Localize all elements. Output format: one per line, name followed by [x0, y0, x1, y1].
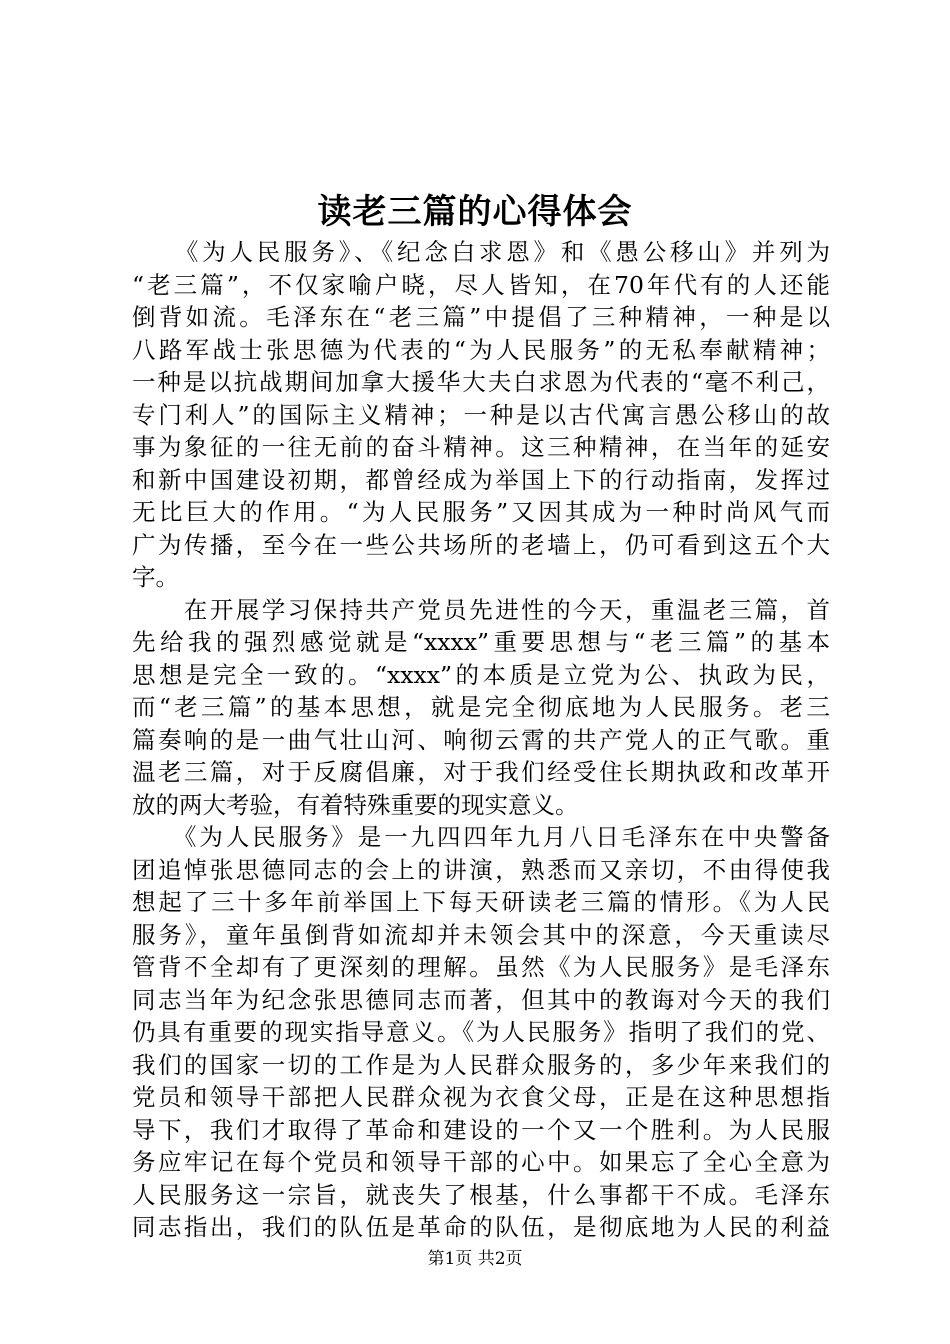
text-line: 同志当年为纪念张思德同志而著，但其中的教诲对今天的我们 [132, 985, 830, 1014]
text-line: 人民服务这一宗旨，就丧失了根基，什么事都干不成。毛泽东 [132, 1180, 830, 1209]
text-line: 无比巨大的作用。“为人民服务”又因其成为一种时尚风气而 [132, 498, 830, 526]
text-line: 务应牢记在每个党员和领导干部的心中。如果忘了全心全意为 [132, 1148, 830, 1176]
text-line: 广为传播，至今在一些公共场所的老墙上，仍可看到这五个大 [132, 530, 830, 559]
page-footer: 第1页 共2页 [427, 1249, 523, 1269]
text-line: 字。 [132, 563, 179, 591]
text-line: 温老三篇，对于反腐倡廉，对于我们经受住长期执政和改革开 [132, 758, 830, 786]
text-line: 党员和领导干部把人民群众视为衣食父母，正是在这种思想指 [132, 1083, 830, 1111]
text-line: 专门利人”的国际主义精神；一种是以古代寓言愚公移山的故 [132, 400, 830, 429]
text-line: 放的两大考验，有着特殊重要的现实意义。 [132, 790, 579, 819]
text-line: 服务》，童年虽倒背如流却并未领会其中的深意，今天重读尽 [132, 920, 830, 949]
text-line: 倒背如流。毛泽东在“老三篇”中提倡了三种精神，一种是以 [132, 303, 830, 331]
text-line: 同志指出，我们的队伍是革命的队伍，是彻底地为人民的利益 [132, 1213, 830, 1241]
text-line: 《为人民服务》、《纪念白求恩》和《愚公移山》并列为 [132, 238, 830, 266]
text-line: 先给我的强烈感觉就是“xxxx”重要思想与“老三篇”的基本 [132, 628, 830, 656]
document-body [132, 236, 830, 1244]
text-line: 而“老三篇”的基本思想，就是完全彻底地为人民服务。老三 [132, 693, 830, 721]
text-line: 团追悼张思德同志的会上的讲演，熟悉而又亲切，不由得使我 [132, 855, 830, 884]
text-line: 仍具有重要的现实指导意义。《为人民服务》指明了我们的党、 [132, 1018, 830, 1046]
text-line: 在开展学习保持共产党员先进性的今天，重温老三篇，首 [132, 595, 830, 624]
text-line: 管背不全却有了更深刻的理解。虽然《为人民服务》是毛泽东 [132, 953, 830, 981]
text-line: 《为人民服务》是一九四四年九月八日毛泽东在中央警备 [132, 823, 830, 851]
text-line: 八路军战士张思德为代表的“为人民服务”的无私奉献精神； [132, 335, 830, 364]
text-line: “老三篇”，不仅家喻户晓，尽人皆知，在70年代有的人还能 [132, 270, 830, 299]
text-line: 思想是完全一致的。“xxxx”的本质是立党为公、执政为民， [132, 660, 830, 689]
text-line: 篇奏响的是一曲气壮山河、响彻云霄的共产党人的正气歌。重 [132, 725, 830, 754]
text-line: 导下，我们才取得了革命和建设的一个又一个胜利。为人民服 [132, 1115, 830, 1144]
document-title: 读老三篇的心得体会 [317, 192, 633, 232]
text-line: 想起了三十多年前举国上下每天研读老三篇的情形。《为人民 [132, 888, 830, 916]
text-line: 事为象征的一往无前的奋斗精神。这三种精神，在当年的延安 [132, 433, 830, 461]
text-line: 我们的国家一切的工作是为人民群众服务的，多少年来我们的 [132, 1050, 830, 1079]
text-line: 和新中国建设初期，都曾经成为举国上下的行动指南，发挥过 [132, 465, 830, 494]
text-line: 一种是以抗战期间加拿大援华大夫白求恩为代表的“毫不利己， [132, 368, 830, 396]
